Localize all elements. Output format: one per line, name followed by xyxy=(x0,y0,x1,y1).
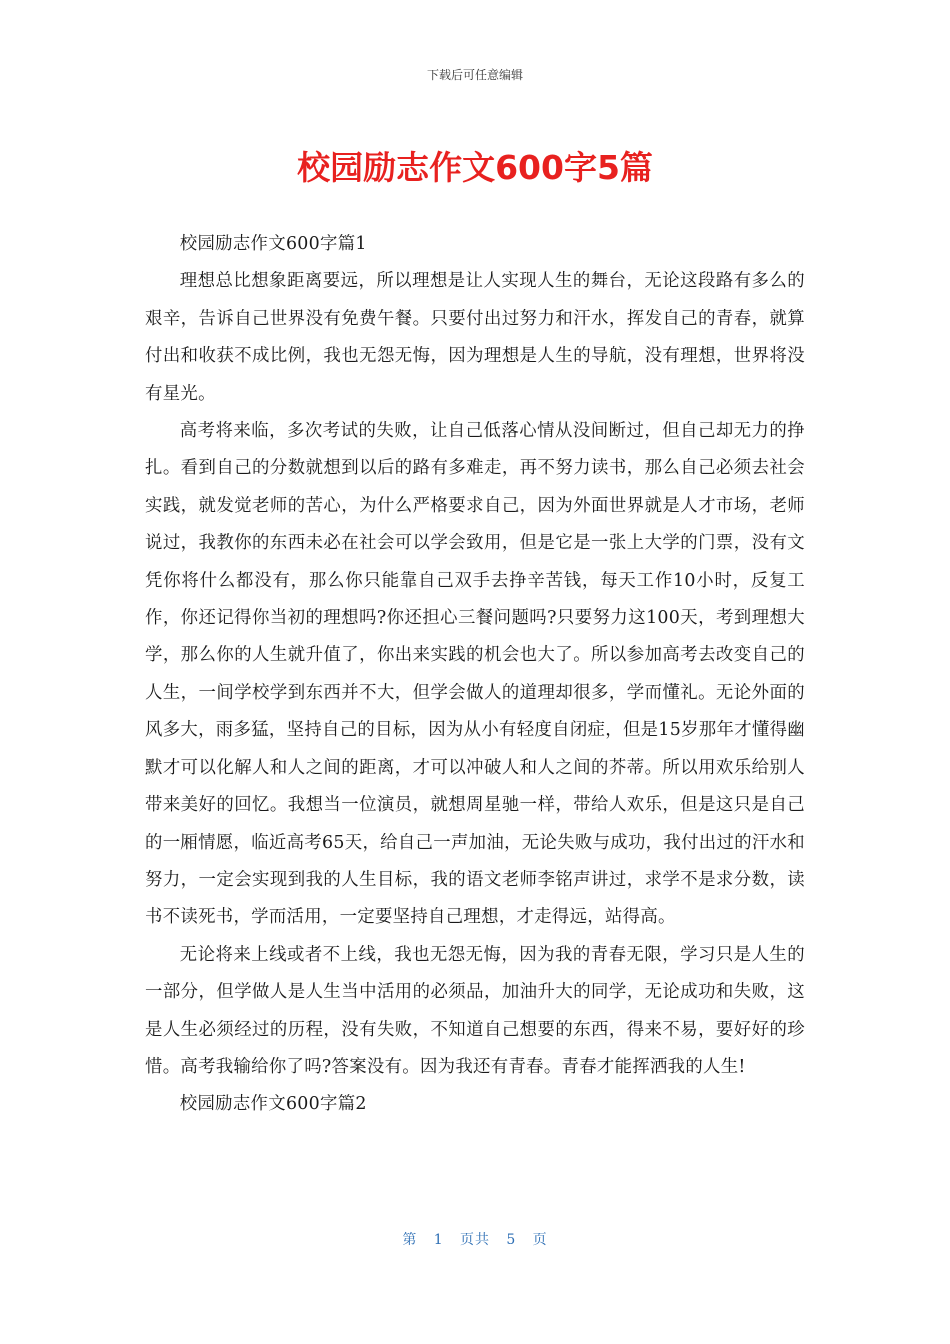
document-body xyxy=(145,226,805,1124)
footer-total-pages: 5 xyxy=(506,1232,517,1248)
footer-suffix: 页 xyxy=(532,1232,548,1248)
section-heading: 校园励志作文600字篇2 xyxy=(179,1094,367,1115)
page-footer xyxy=(0,1229,950,1249)
footer-middle: 页共 xyxy=(460,1232,490,1248)
footer-current-page: 1 xyxy=(433,1232,444,1248)
document-title: 校园励志作文600字5篇 xyxy=(297,148,653,187)
header-note: 下载后可任意编辑 xyxy=(426,68,523,82)
paragraph: 高考将来临，多次考试的失败，让自己低落心情从没间断过，但自己却无力的挣扎。看到自己的分数就想到以后的路有多难走，再不努力读书，那么自己必须去社会实践，就发觉老师的苦心，为什么严格要求自己，因为外面世界就是人才市场，老师说过，我教你的东西未必在社会可以学会致用，但是它是一张上大学的门票，没有文凭你将什么都没有，那么你只能靠自己双手去挣辛苦钱，每天工作10小时，反复工作，你还记得你当初的理想吗?你还担心三餐问题吗?只要努力这100天，考到理想大学，那么你的人生就升值了，你出来实践的机会也大了。所以参加高考去改变自己的人生，一间学校学到东西并不大，但学会做人的道理却很多，学而懂礼。无论外面的风多大，雨多猛，坚持自己的目标，因为从小有轻度自闭症，但是15岁那年才懂得幽默才可以化解人和人之间的距离，才可以冲破人和人之间的芥蒂。所以用欢乐给别人带来美好的回忆。我想当一位演员，就想周星驰一样，带给人欢乐，但是这只是自己的一厢情愿，临近高考65天，给自己一声加油，无论失败与成功，我付出过的汗水和努力，一定会实现到我的人生目标，我的语文老师李铭声讲过，求学不是求分数，读书不读死书，学而活用，一定要坚持自己理想，才走得远，站得高。 xyxy=(145,421,805,928)
paragraph: 理想总比想象距离要远，所以理想是让人实现人生的舞台，无论这段路有多么的艰辛，告诉自己世界没有免费午餐。只要付出过努力和汗水，挥发自己的青春，就算付出和收获不成比例，我也无怨无悔，因为理想是人生的导航，没有理想，世界将没有星光。 xyxy=(145,271,805,404)
section-heading: 校园励志作文600字篇1 xyxy=(179,234,367,254)
footer-prefix: 第 xyxy=(402,1232,418,1248)
paragraph: 无论将来上线或者不上线，我也无怨无悔，因为我的青春无限，学习只是人生的一部分，但学做人是人生当中活用的必须品，加油升大的同学，无论成功和失败，这是人生必须经过的历程，没有失败，不知道自己想要的东西，得来不易，要好好的珍惜。高考我输给你了吗?答案没有。因为我还有青春。青春才能挥洒我的人生! xyxy=(145,944,805,1077)
